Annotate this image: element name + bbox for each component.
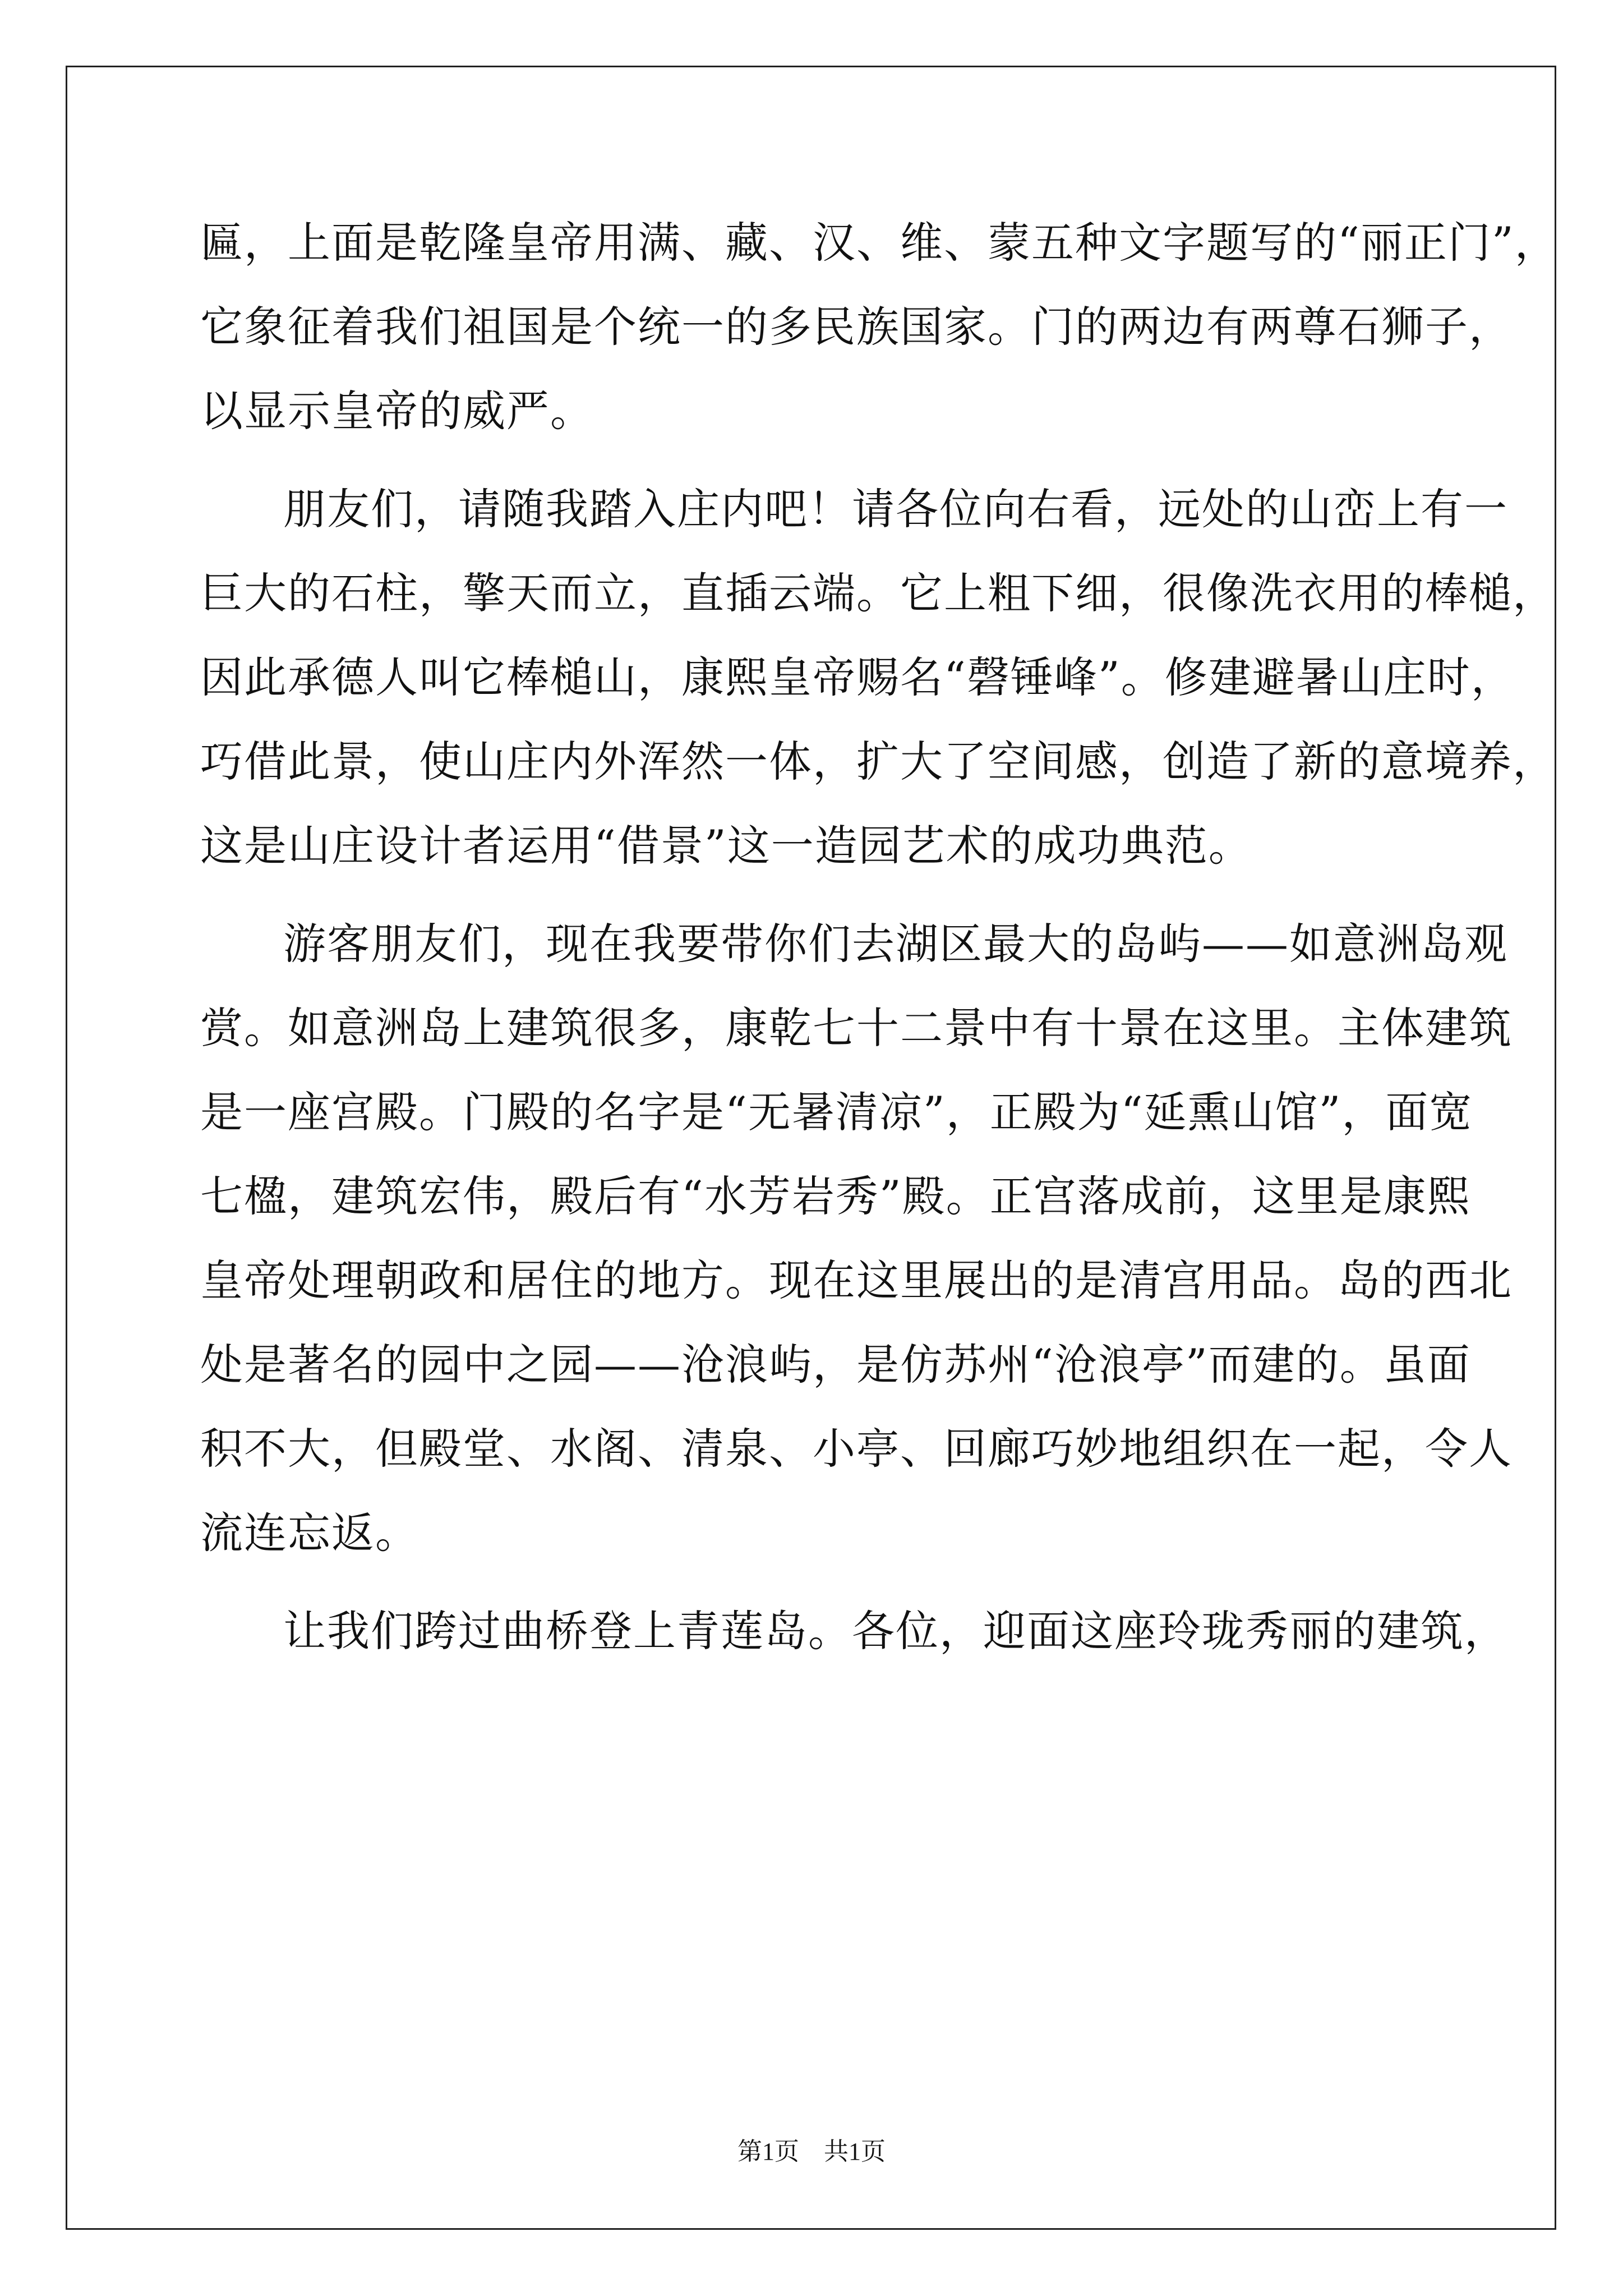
text-line: 积不大，但殿堂、水阁、清泉、小亭、回廊巧妙地组织在一起，令人: [200, 1424, 1513, 1474]
text-line: 皇帝处理朝政和居住的地方。现在这里展出的是清宫用品。岛的西北: [200, 1255, 1513, 1305]
text-line: 流连忘返。: [200, 1508, 419, 1558]
paragraph: [200, 201, 1559, 453]
text-line: 它象征着我们祖国是个统一的多民族国家。门的两边有两尊石狮子，: [200, 302, 1513, 352]
text-line: 这是山庄设计者运用“借景”这一造园艺术的成功典范。: [200, 821, 1252, 871]
text-line: 巨大的石柱，擎天而立，直插云端。它上粗下细，很像洗衣用的棒槌，: [200, 568, 1556, 618]
page-footer: 第1页 共1页: [737, 2138, 886, 2165]
paragraph: [200, 1589, 1508, 1673]
text-line: 赏。如意洲岛上建筑很多，康乾七十二景中有十景在这里。主体建筑: [200, 1003, 1513, 1053]
text-line: 朋友们，请随我踏入庄内吧！请各位向右看，远处的山峦上有一: [283, 484, 1508, 534]
text-line: 七楹，建筑宏伟，殿后有“水芳岩秀”殿。正宫落成前，这里是康熙: [200, 1171, 1471, 1221]
text-line: 让我们跨过曲桥登上青莲岛。各位，迎面这座玲珑秀丽的建筑，: [283, 1606, 1508, 1656]
text-line: 巧借此景，使山庄内外浑然一体，扩大了空间感，创造了新的意境养，: [200, 737, 1556, 786]
paragraph: [200, 467, 1556, 888]
text-line: 游客朋友们，现在我要带你们去湖区最大的岛屿——如意洲岛观: [283, 919, 1508, 969]
paragraph: [200, 902, 1513, 1575]
text-line: 匾，上面是乾隆皇帝用满、藏、汉、维、蒙五种文字题写的“丽正门”，: [200, 218, 1559, 268]
document-body: [200, 201, 1559, 1673]
text-line: 是一座宫殿。门殿的名字是“无暑清凉”，正殿为“延熏山馆”，面宽: [200, 1087, 1473, 1137]
text-line: 处是著名的园中之园——沧浪屿，是仿苏州“沧浪亭”而建的。虽面: [200, 1340, 1471, 1389]
text-line: 以显示皇帝的威严。: [200, 386, 594, 436]
text-line: 因此承德人叫它棒槌山，康熙皇帝赐名“磬锤峰”。修建避暑山庄时，: [200, 652, 1515, 702]
